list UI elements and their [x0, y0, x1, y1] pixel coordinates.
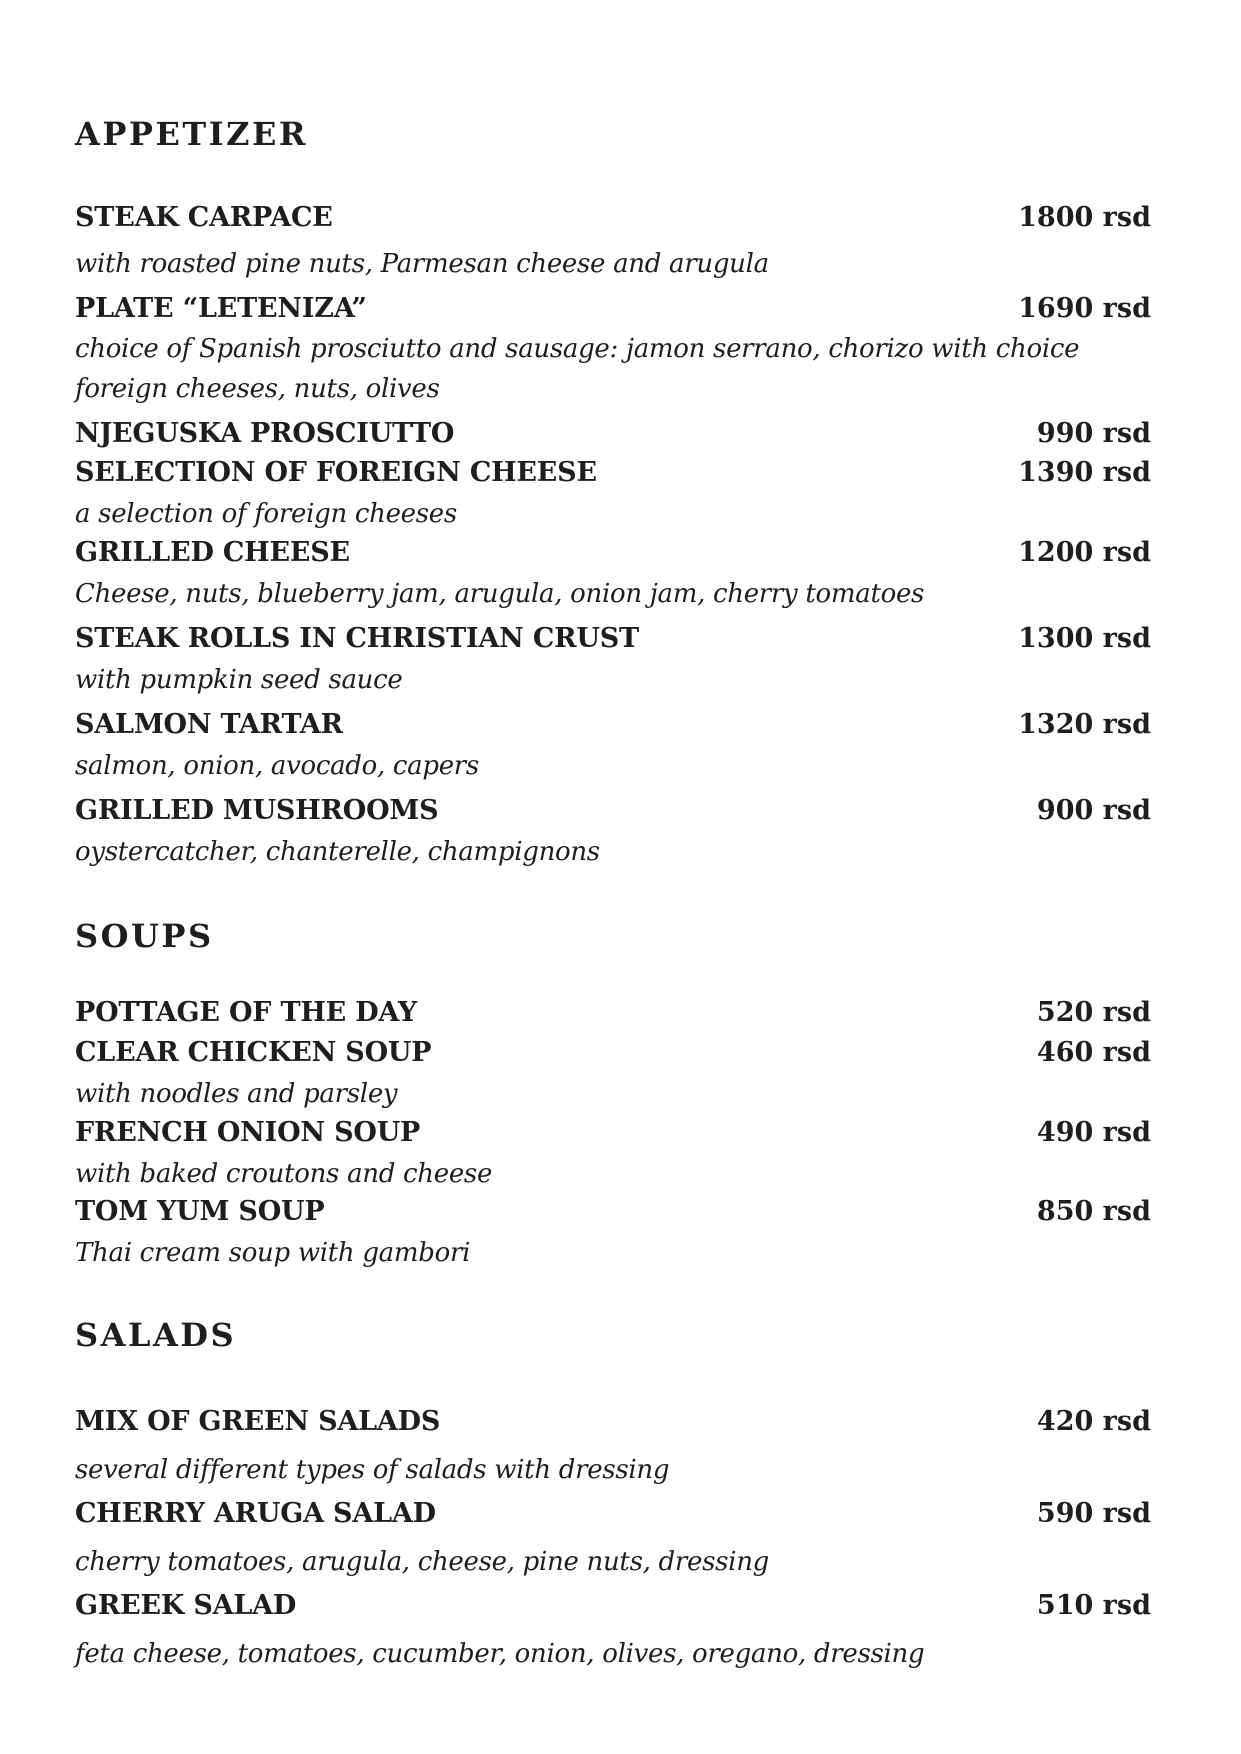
- item-name: PLATE “LETENIZA”: [75, 293, 367, 324]
- item-price: 510 rsd: [1036, 1590, 1151, 1621]
- section-title-soups: SOUPS: [75, 917, 214, 955]
- item-price: 490 rsd: [1036, 1117, 1151, 1148]
- item-name: CLEAR CHICKEN SOUP: [75, 1037, 432, 1068]
- item-name: GRILLED CHEESE: [75, 537, 350, 568]
- item-name: CHERRY ARUGA SALAD: [75, 1498, 436, 1529]
- item-description: Cheese, nuts, blueberry jam, arugula, onion jam, cherry tomatoes: [75, 579, 925, 609]
- section-title-appetizer: APPETIZER: [75, 115, 308, 153]
- item-price: 460 rsd: [1036, 1037, 1151, 1068]
- item-description: with noodles and parsley: [75, 1079, 398, 1109]
- item-name: TOM YUM SOUP: [75, 1196, 325, 1227]
- menu-item-grilled-cheese: [75, 535, 1151, 571]
- menu-item-grilled-mushrooms: [75, 793, 1151, 829]
- item-price: 850 rsd: [1036, 1196, 1151, 1227]
- item-description-continued: foreign cheeses, nuts, olives: [75, 374, 440, 404]
- item-name: SALMON TARTAR: [75, 709, 343, 740]
- item-price: 1200 rsd: [1018, 537, 1151, 568]
- item-description: salmon, onion, avocado, capers: [75, 751, 479, 781]
- item-description: feta cheese, tomatoes, cucumber, onion, olives, oregano, dressing: [75, 1639, 925, 1669]
- item-price: 1300 rsd: [1018, 623, 1151, 654]
- item-name: GRILLED MUSHROOMS: [75, 795, 439, 826]
- menu-item-mix-of-green-salads: [75, 1404, 1151, 1440]
- menu-item-plate-leteniza: [75, 291, 1151, 327]
- item-price: 1690 rsd: [1018, 293, 1151, 324]
- item-description: choice of Spanish prosciutto and sausage: jamon serrano, chorizo with choice: [75, 334, 1080, 364]
- menu-item-salmon-tartar: [75, 707, 1151, 743]
- item-name: SELECTION OF FOREIGN CHEESE: [75, 457, 597, 488]
- item-price: 1320 rsd: [1018, 709, 1151, 740]
- item-name: MIX OF GREEN SALADS: [75, 1406, 441, 1437]
- menu-item-clear-chicken-soup: [75, 1035, 1151, 1071]
- menu-item-tom-yum-soup: [75, 1194, 1151, 1230]
- menu-item-cherry-aruga-salad: [75, 1496, 1151, 1532]
- section-title-salads: SALADS: [75, 1316, 237, 1354]
- menu-item-greek-salad: [75, 1588, 1151, 1624]
- item-price: 590 rsd: [1036, 1498, 1151, 1529]
- item-description: several different types of salads with dressing: [75, 1455, 670, 1485]
- item-name: FRENCH ONION SOUP: [75, 1117, 421, 1148]
- item-description: with pumpkin seed sauce: [75, 665, 403, 695]
- menu-item-steak-carpace: [75, 200, 1151, 236]
- item-name: GREEK SALAD: [75, 1590, 297, 1621]
- item-description: a selection of foreign cheeses: [75, 499, 457, 529]
- item-price: 1390 rsd: [1018, 457, 1151, 488]
- item-name: NJEGUSKA PROSCIUTTO: [75, 418, 455, 449]
- item-description: oystercatcher, chanterelle, champignons: [75, 837, 600, 867]
- item-description: Thai cream soup with gambori: [75, 1238, 471, 1268]
- item-price: 420 rsd: [1036, 1406, 1151, 1437]
- item-name: STEAK CARPACE: [75, 202, 333, 233]
- item-description: with baked croutons and cheese: [75, 1159, 493, 1189]
- menu-item-pottage-of-the-day: [75, 995, 1151, 1031]
- item-name: POTTAGE OF THE DAY: [75, 997, 417, 1028]
- item-price: 900 rsd: [1036, 795, 1151, 826]
- item-price: 990 rsd: [1036, 418, 1151, 449]
- menu-item-selection-of-foreign-cheese: [75, 455, 1151, 491]
- item-description: cherry tomatoes, arugula, cheese, pine nuts, dressing: [75, 1547, 769, 1577]
- item-price: 1800 rsd: [1018, 202, 1151, 233]
- menu-item-steak-rolls: [75, 621, 1151, 657]
- menu-item-njeguska-prosciutto: [75, 416, 1151, 452]
- item-description: with roasted pine nuts, Parmesan cheese and arugula: [75, 249, 769, 279]
- menu-item-french-onion-soup: [75, 1115, 1151, 1151]
- item-price: 520 rsd: [1036, 997, 1151, 1028]
- item-name: STEAK ROLLS IN CHRISTIAN CRUST: [75, 623, 639, 654]
